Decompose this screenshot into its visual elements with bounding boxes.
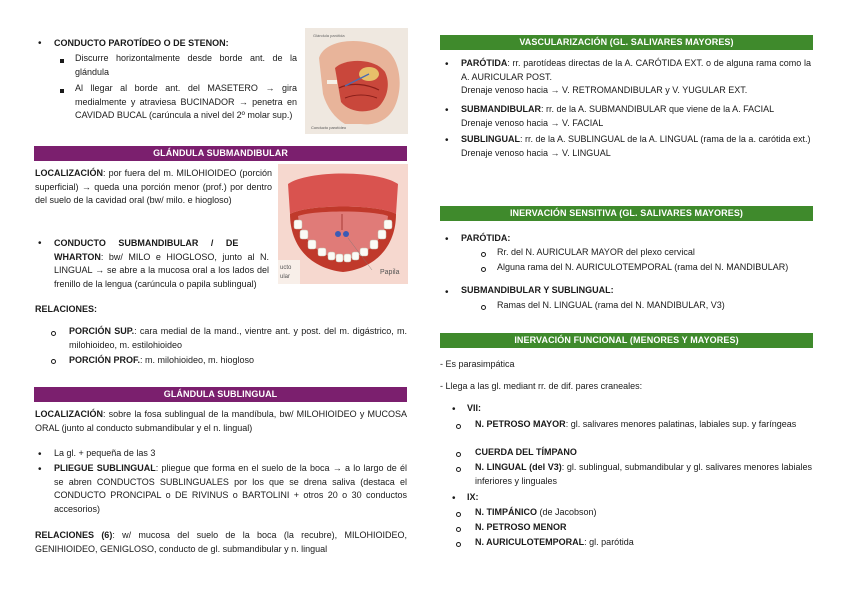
porcion-superior: PORCIÓN SUP.: cara medial de la mand., vientre ant. y post. del m. digástrico, m. milohioideo, m. estilohioideo xyxy=(69,326,407,350)
n-petroso-menor: N. PETROSO MENOR xyxy=(475,522,567,532)
pliegue-sublingual: PLIEGUE SUBLINGUAL: pliegue que forma en el suelo de la boca → a lo largo de él se abren CONDUCTOS SUBLINGUALES por los que se drena saliva (destaca el CONDUCTO PRONCIPAL o DE RIVINUS o BARTOLINI + otros 20 o 30 conductos accesorios) xyxy=(54,463,407,515)
circle-bullet xyxy=(481,267,486,272)
circle-bullet xyxy=(456,512,461,517)
sublingual-item-1: La gl. + pequeña de las 3 xyxy=(54,448,156,458)
petroso-mayor: N. PETROSO MAYOR: gl. salivares menores palatinas, labiales sup. y faríngeas xyxy=(475,419,797,429)
mouth-image-label-2: ular xyxy=(280,274,291,280)
cuerda-del-timpano: CUERDA DEL TÍMPANO xyxy=(475,447,577,457)
square-bullet xyxy=(60,89,64,93)
bullet: • xyxy=(445,59,449,70)
bullet: • xyxy=(38,449,42,460)
sensitiva-parotida-item-2: Alguna rama del N. AURICULOTEMPORAL (rama del N. MANDIBULAR) xyxy=(497,262,789,272)
header-inervacion-funcional: INERVACIÓN FUNCIONAL (MENORES Y MAYORES) xyxy=(440,333,813,348)
submandibular-relaciones-title: RELACIONES: xyxy=(35,304,98,314)
circle-bullet xyxy=(456,467,461,472)
n-timpanico: N. TIMPÁNICO (de Jacobson) xyxy=(475,507,597,517)
header-glandula-sublingual: GLÁNDULA SUBLINGUAL xyxy=(34,387,407,402)
bullet: • xyxy=(38,464,42,475)
sensitiva-parotida: PARÓTIDA: xyxy=(461,233,511,243)
sensitiva-subm-subl: SUBMANDIBULAR Y SUBLINGUAL: xyxy=(461,285,614,295)
circle-bullet xyxy=(481,252,486,257)
sublingual-relaciones: RELACIONES (6): w/ mucosa del suelo de la boca (la recubre), MILOHIOIDEO, GENIHIOIDEO, GENIGLOSO, conducto de gl. submandibular y n. lingual xyxy=(35,530,407,554)
funcional-line-1: - Es parasimpática xyxy=(440,359,515,369)
circle-bullet xyxy=(456,424,461,429)
header-glandula-submandibular: GLÁNDULA SUBMANDIBULAR xyxy=(34,146,407,161)
bullet: • xyxy=(38,38,42,49)
par-vii: VII: xyxy=(467,403,482,413)
vasc-sublingual-drenaje: Drenaje venoso hacia → V. LINGUAL xyxy=(461,147,611,158)
bullet: • xyxy=(452,404,456,415)
parotideo-item-2: Al llegar al borde ant. del MASETERO → gira medialmente y atraviesa BUCINADOR → penetra en CAVIDAD BUCAL (carúncula a nivel del 2º molar sup.) xyxy=(75,83,297,121)
face-image-caption: Conducto parotídeo xyxy=(311,125,347,130)
vasc-parotida-drenaje: Drenaje venoso hacia → V. RETROMANDIBULAR y V. YUGULAR EXT. xyxy=(461,85,748,96)
mouth-image-label-papila: Papila xyxy=(380,269,400,276)
svg-text:Glándula parótida: Glándula parótida xyxy=(313,33,345,38)
bullet: • xyxy=(445,287,449,298)
face-anatomy-image xyxy=(305,28,408,134)
bullet: • xyxy=(445,135,449,146)
mouth-floor-image xyxy=(278,164,408,284)
vasc-submandibular-drenaje: Drenaje venoso hacia → V. FACIAL xyxy=(461,117,604,128)
header-vascularizacion: VASCULARIZACIÓN (GL. SALIVARES MAYORES) xyxy=(440,35,813,50)
circle-bullet xyxy=(51,359,56,364)
funcional-line-2: - Llega a las gl. mediant rr. de dif. pares craneales: xyxy=(440,381,643,391)
bullet: • xyxy=(445,105,449,116)
bullet: • xyxy=(445,234,449,245)
conducto-submandibular: CONDUCTO SUBMANDIBULAR / DE WHARTON: bw/ MILO e HIOGLOSO, junto al N. LINGUAL → se abre a la mucosa oral a los lados del frenillo de la lengua (carúncula o papila sublingual) xyxy=(54,238,269,290)
par-ix: IX: xyxy=(467,492,479,502)
vasc-submandibular: SUBMANDIBULAR: rr. de la A. SUBMANDIBULAR que viene de la A. FACIAL Drenaje venoso hacia → V. FACIAL xyxy=(461,103,811,130)
bullet: • xyxy=(452,493,456,504)
n-lingual: N. LINGUAL (del V3): gl. sublingual, submandibular y gl. salivares menores labiales inferiores y linguales xyxy=(475,462,812,486)
sublingual-localizacion: LOCALIZACIÓN: sobre la fosa sublingual de la mandíbula, bw/ MILOHIOIDEO y MUCOSA ORAL (junto al conducto submandibular y el n. lingual) xyxy=(35,409,407,433)
n-auriculotemporal: N. AURICULOTEMPORAL: gl. parótida xyxy=(475,537,634,547)
conducto-parotideo-title: CONDUCTO PAROTÍDEO O DE STENON: xyxy=(54,38,229,48)
square-bullet xyxy=(60,59,64,63)
circle-bullet xyxy=(456,527,461,532)
vasc-parotida: PARÓTIDA: rr. parotídeas directas de la A. CARÓTIDA EXT. o de alguna rama como la A. AURICULAR POST. Drenaje venoso hacia → V. RETROMANDIBULAR y V. YUGULAR EXT. xyxy=(461,57,811,98)
bullet: • xyxy=(38,238,42,249)
vasc-sublingual: SUBLINGUAL: rr. de la A. SUBLINGUAL de la A. LINGUAL (rama de la a. carótida ext.) Drenaje venoso hacia → V. LINGUAL xyxy=(461,133,811,160)
submandibular-localizacion: LOCALIZACIÓN: por fuera del m. MILOHIOIDEO (porción superficial) → queda una porción menor (prof.) por dentro del suelo de la cavidad oral (bw/ milo. e hiogloso) xyxy=(35,168,272,206)
circle-bullet xyxy=(456,452,461,457)
parotideo-item-1: Discurre horizontalmente desde borde ant. de la glándula xyxy=(75,53,297,77)
sensitiva-subm-subl-item-1: Ramas del N. LINGUAL (rama del N. MANDIBULAR, V3) xyxy=(497,300,725,310)
circle-bullet xyxy=(51,331,56,336)
circle-bullet xyxy=(456,542,461,547)
header-inervacion-sensitiva: INERVACIÓN SENSITIVA (GL. SALIVARES MAYORES) xyxy=(440,206,813,221)
sensitiva-parotida-item-1: Rr. del N. AURICULAR MAYOR del plexo cervical xyxy=(497,247,695,257)
porcion-profunda: PORCIÓN PROF.: m. milohioideo, m. hiogloso xyxy=(69,355,255,365)
mouth-image-label-1: ucto xyxy=(280,265,292,271)
circle-bullet xyxy=(481,305,486,310)
